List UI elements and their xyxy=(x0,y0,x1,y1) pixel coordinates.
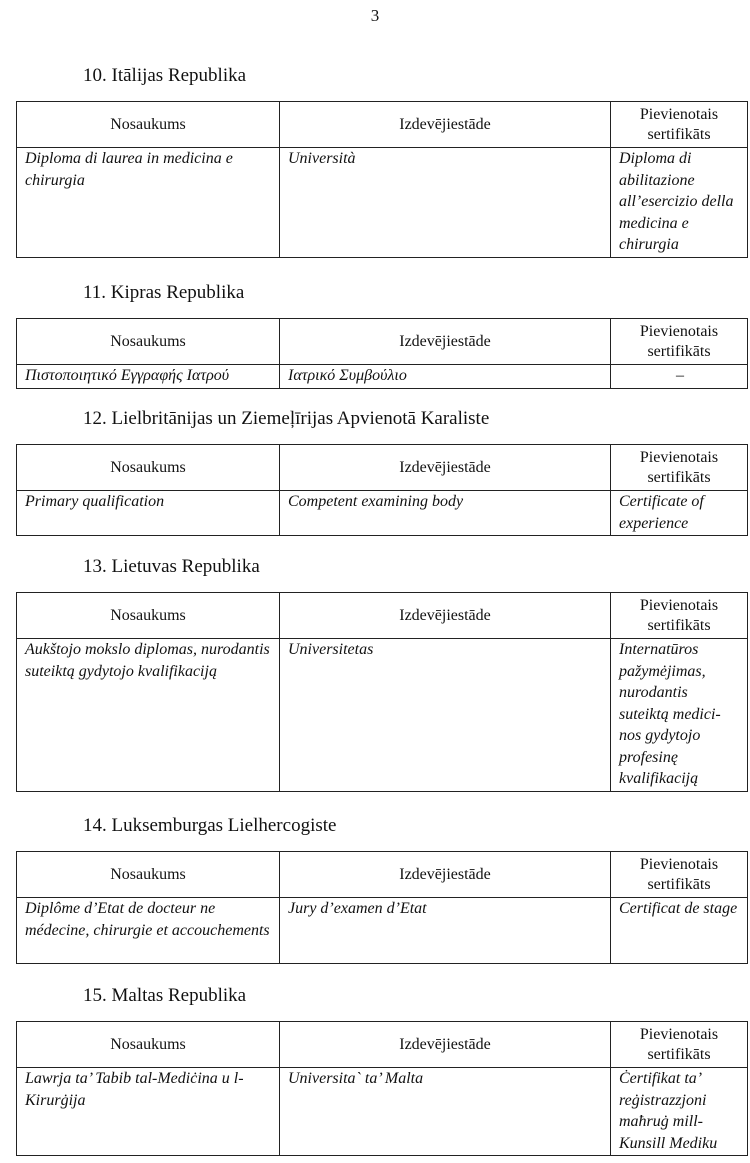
table-header-row xyxy=(17,319,748,365)
section-title: 11. Kipras Republika xyxy=(83,282,245,303)
issuing-body: Università xyxy=(280,148,611,258)
attached-certificate: Internatūros pažymėjimas, nurodantis suteiktą medici-nos gydytojo profesinę kvalifikaciją xyxy=(611,639,748,792)
header-certificate xyxy=(611,319,748,365)
table-header-row xyxy=(17,852,748,898)
header-name: Nosaukums xyxy=(17,593,280,639)
table-header-row xyxy=(17,445,748,491)
section-title: 14. Luksemburgas Lielhercogiste xyxy=(83,815,337,836)
header-certificate xyxy=(611,852,748,898)
qualification-table xyxy=(16,101,748,258)
header-issuer: Izdevējiestāde xyxy=(280,102,611,148)
header-certificate-line2: sertifikāts xyxy=(647,343,711,360)
page-number: 3 xyxy=(370,6,380,25)
qualification-table xyxy=(16,1021,748,1156)
header-name: Nosaukums xyxy=(17,1022,280,1068)
header-name: Nosaukums xyxy=(17,102,280,148)
section-italy xyxy=(16,63,747,258)
section-lithuania xyxy=(16,554,747,792)
header-certificate-line1: Pievienotais xyxy=(639,323,719,340)
qualification-table xyxy=(16,318,748,389)
header-name: Nosaukums xyxy=(17,852,280,898)
header-certificate-line2: sertifikāts xyxy=(647,617,711,634)
section-title: 12. Lielbritānijas un Ziemeļīrijas Apvienotā Karaliste xyxy=(83,408,490,429)
issuing-body: Universita` ta’ Malta xyxy=(280,1068,611,1156)
header-certificate xyxy=(611,1022,748,1068)
header-issuer: Izdevējiestāde xyxy=(280,852,611,898)
table-row xyxy=(17,148,748,258)
qualification-table xyxy=(16,444,748,536)
header-certificate-line1: Pievienotais xyxy=(639,597,719,614)
header-certificate-line2: sertifikāts xyxy=(647,126,711,143)
attached-certificate: Diploma di abilitazione all’esercizio della medicina e chirurgia xyxy=(611,148,748,258)
table-row xyxy=(17,639,748,792)
issuing-body: Jury d’examen d’Etat xyxy=(280,898,611,964)
section-title: 13. Lietuvas Republika xyxy=(83,556,260,577)
header-certificate-line2: sertifikāts xyxy=(647,469,711,486)
section-luxembourg xyxy=(16,813,747,964)
issuing-body: Ιατρικό Συμβούλιο xyxy=(280,365,611,389)
header-certificate-line2: sertifikāts xyxy=(647,876,711,893)
table-header-row xyxy=(17,593,748,639)
table-row xyxy=(17,365,748,389)
header-certificate-line1: Pievienotais xyxy=(639,1026,719,1043)
attached-certificate: Certificate of experience xyxy=(611,491,748,536)
header-issuer: Izdevējiestāde xyxy=(280,445,611,491)
section-united-kingdom xyxy=(16,406,747,536)
section-title: 10. Itālijas Republika xyxy=(83,65,247,86)
section-malta xyxy=(16,983,747,1156)
table-row xyxy=(17,898,748,964)
header-certificate-line1: Pievienotais xyxy=(639,106,719,123)
table-header-row xyxy=(17,1022,748,1068)
qualification-name: Diploma di laurea in medicina e chirurgia xyxy=(17,148,280,258)
header-issuer: Izdevējiestāde xyxy=(280,1022,611,1068)
attached-certificate: Ċertifikat ta’ reġistrazzjoni maħruġ mill-Kunsill Mediku xyxy=(611,1068,748,1156)
section-cyprus xyxy=(16,280,747,389)
table-row xyxy=(17,491,748,536)
qualification-name: Πιστοποιητικό Εγγραφής Ιατρού xyxy=(17,365,280,389)
qualification-name: Lawrja ta’ Tabib tal-Mediċina u l-Kirurġija xyxy=(17,1068,280,1156)
header-certificate-line2: sertifikāts xyxy=(647,1046,711,1063)
header-issuer: Izdevējiestāde xyxy=(280,593,611,639)
header-issuer: Izdevējiestāde xyxy=(280,319,611,365)
attached-certificate: – xyxy=(611,365,748,389)
header-certificate xyxy=(611,593,748,639)
qualification-name: Diplôme d’Etat de docteur ne médecine, chirurgie et accouchements xyxy=(17,898,280,964)
header-name: Nosaukums xyxy=(17,445,280,491)
header-certificate xyxy=(611,445,748,491)
header-certificate-line1: Pievienotais xyxy=(639,449,719,466)
section-title: 15. Maltas Republika xyxy=(83,985,247,1006)
issuing-body: Competent examining body xyxy=(280,491,611,536)
header-certificate xyxy=(611,102,748,148)
qualification-name: Aukštojo mokslo diplomas, nurodantis suteiktą gydytojo kvalifikaciją xyxy=(17,639,280,792)
header-certificate-line1: Pievienotais xyxy=(639,856,719,873)
table-header-row xyxy=(17,102,748,148)
header-name: Nosaukums xyxy=(17,319,280,365)
qualification-table xyxy=(16,851,748,964)
qualification-table xyxy=(16,592,748,792)
qualification-name: Primary qualification xyxy=(17,491,280,536)
attached-certificate: Certificat de stage xyxy=(611,898,748,964)
table-row xyxy=(17,1068,748,1156)
issuing-body: Universitetas xyxy=(280,639,611,792)
